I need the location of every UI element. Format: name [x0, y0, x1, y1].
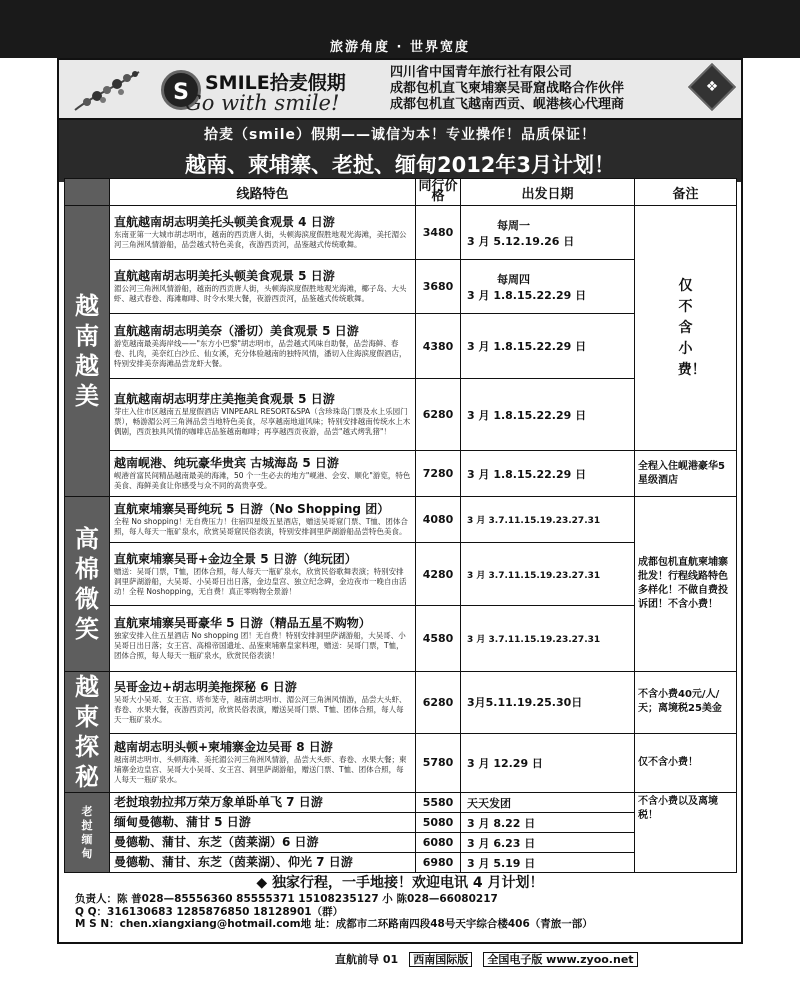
route-price: 4080	[416, 497, 461, 543]
corner-cell	[65, 179, 110, 206]
route-name: 越南岘港、纯玩豪华贵宾 古城海岛 5 日游	[114, 456, 339, 470]
route-price: 7280	[416, 451, 461, 497]
route-name: 曼德勒、蒲甘、东芝（茵莱湖）6 日游	[114, 835, 319, 849]
note-danang: 全程入住岘港豪华5星级酒店	[635, 451, 737, 497]
route-cell	[110, 206, 416, 260]
footer-section: 直航前导 01	[335, 953, 399, 966]
table-header-row	[65, 179, 737, 206]
route-dates: 每周四 3 月 1.8.15.22.29 日	[461, 260, 635, 314]
route-price: 6280	[416, 672, 461, 734]
route-desc: 芽庄入住市区越南五星度假酒店 VINPEARL RESORT&SPA（含珍珠岛门票及水上乐园门票），畅游湄公河三角洲品尝当地特色美食，尽享越南地道风味；特别安排越南传统水上木偶剧，西贡独具风情的咖啡店品鉴越南咖啡；再享越西贡夜游，品尝"越式烤乳猪"！	[114, 407, 411, 436]
route-desc: 越南胡志明市、头顿海滩、美托湄公河三角洲风情游，品尝大头虾、春卷、水果大餐；柬埔寨金边皇宫、吴哥大小吴哥、女王宫、洞里萨湖游船，赠送门票、T恤、团体合照，每人每天一瓶矿泉水。	[114, 755, 407, 785]
footer-website: 全国电子版 www.zyoo.net	[483, 952, 637, 967]
advert-frame	[57, 58, 743, 944]
route-dates: 3 月 1.8.15.22.29 日	[461, 314, 635, 379]
organization-info	[390, 65, 690, 113]
route-name: 越南胡志明头顿+柬埔寨金边吴哥 8 日游	[114, 740, 333, 755]
route-price: 5780	[416, 733, 461, 792]
table-row	[65, 497, 737, 543]
org-line: 成都包机直飞柬埔寨吴哥窟战略合作伙伴	[390, 81, 625, 96]
region-label-cambodia: 高棉微笑	[65, 497, 110, 672]
flower-decoration-icon	[73, 66, 143, 114]
route-name: 直航越南胡志明美奈（潘切）美食观景 5 日游	[114, 323, 359, 338]
top-slogan: 旅游角度 · 世界宽度	[330, 40, 470, 55]
route-cell	[110, 497, 416, 543]
route-dates: 每周一 3 月 5.12.19.26 日	[461, 206, 635, 260]
route-name: 曼德勒、蒲甘、东芝（茵莱湖）、仰光 7 日游	[114, 855, 353, 869]
route-name: 老挝琅勃拉邦万荣万象单卧单飞 7 日游	[114, 795, 323, 809]
route-desc: 湄公河三角洲风情游船，越南的西贡唐人街，头顿海滨度假胜地观光海滩，椰子岛、大头虾、越式春卷、海滩咖啡、时令水果大餐，夜游西贡河，品鉴越式传统歌舞。	[114, 284, 407, 303]
route-dates: 3 月 6.23 日	[461, 833, 635, 853]
route-price: 5580	[416, 793, 461, 813]
table-row	[65, 793, 737, 813]
route-price: 3480	[416, 206, 461, 260]
column-header-price: 同行价格	[416, 179, 461, 206]
table-row	[65, 451, 737, 497]
route-dates: 3 月 5.19 日	[461, 853, 635, 873]
route-cell	[110, 733, 416, 792]
seal-emblem-icon: ❖	[688, 63, 736, 111]
route-price: 6980	[416, 853, 461, 873]
note-combo-2: 仅不含小费！	[635, 733, 737, 792]
route-name: 直航柬埔寨吴哥豪华 5 日游（精品五星不购物）	[114, 616, 371, 630]
footer-edition: 西南国际版	[409, 952, 472, 967]
route-dates: 3 月 3.7.11.15.19.23.27.31	[461, 606, 635, 672]
route-price: 6280	[416, 379, 461, 451]
contact-line: 负责人：陈 普028—85556360 85555371 15108235127 小 陈028—66080217	[75, 893, 498, 905]
column-header-route: 线路特色	[110, 179, 416, 206]
route-cell	[110, 793, 416, 813]
route-cell	[110, 606, 416, 672]
routes-table	[64, 178, 737, 873]
header	[59, 60, 741, 120]
route-dates: 3月5.11.19.25.30日	[461, 672, 635, 734]
route-dates: 3 月 1.8.15.22.29 日	[461, 379, 635, 451]
footer-slogan: ◆ 独家行程，一手地接！欢迎电讯 4 月计划！	[256, 875, 544, 891]
route-price: 5080	[416, 813, 461, 833]
page-footer	[335, 948, 735, 964]
route-desc: 赠送：吴哥门票，T恤，团体合照，每人每天一瓶矿泉水，欣赏民俗歌舞表演；特别安排洞里萨湖游船，大吴哥、小吴哥日出日落，金边皇宫、独立纪念碑，金边夜市一晚自由活动！全程 Noshopping，无自费！真正零购物全景游！	[114, 566, 407, 596]
route-desc: 吴哥大小吴哥、女王宫、塔布茏寺，越南胡志明市、湄公河三角洲风情游，品尝大头虾、春卷、水果大餐，夜游西贡河，欣赏民俗表演，赠送吴哥门票、T恤、团体合照，每人每天一瓶矿泉水。	[114, 694, 407, 724]
route-price: 6080	[416, 833, 461, 853]
route-dates: 3 月 8.22 日	[461, 813, 635, 833]
route-cell	[110, 314, 416, 379]
route-price: 4280	[416, 543, 461, 606]
route-dates: 3 月 12.29 日	[461, 733, 635, 792]
route-name: 直航柬埔寨吴哥纯玩 5 日游（No Shopping 团）	[114, 502, 390, 516]
route-name: 直航越南胡志明美托头顿美食观景 4 日游	[114, 215, 335, 229]
route-desc: 独家安排入住五星酒店 No shopping 团！无自费！特别安排洞里萨湖游船，大吴哥、小吴哥日出日落；女王宫、高棉帝国遗址、品鉴柬埔寨皇家料理，赠送：吴哥门票，T恤，团体合照，每人每天一瓶矿泉水，欣赏民俗表演！	[114, 631, 406, 660]
route-name: 缅甸曼德勒、蒲甘 5 日游	[114, 815, 251, 829]
route-name: 吴哥金边+胡志明美拖探秘 6 日游	[114, 679, 297, 694]
route-dates: 3 月 3.7.11.15.19.23.27.31	[461, 543, 635, 606]
route-cell	[110, 813, 416, 833]
route-price: 4380	[416, 314, 461, 379]
route-name: 直航越南胡志明芽庄美拖美食观景 5 日游	[114, 392, 335, 406]
route-price: 3680	[416, 260, 461, 314]
route-cell	[110, 260, 416, 314]
route-cell	[110, 833, 416, 853]
route-price: 4580	[416, 606, 461, 672]
org-line: 成都包机直飞越南西贡、岘港核心代理商	[390, 97, 625, 112]
note-laos: 不含小费以及离境税！	[635, 793, 737, 873]
region-label-vietnam: 越南越美	[65, 206, 110, 497]
route-desc: 游览越南最美海岸线——"东方小巴黎"胡志明市，品尝越式风味自助餐，品尝海鲜、春卷、扎肉，美奈红白沙丘、仙女溪，充分体验越南的独特风情，潘切入住海滨度假酒店，特别安排美奈海滩品尝龙虾大餐。	[114, 338, 407, 368]
region-label-laos-myanmar: 老挝缅甸	[65, 793, 110, 873]
route-cell	[110, 451, 416, 497]
column-header-notes: 备注	[635, 179, 737, 206]
column-header-dates: 出发日期	[461, 179, 635, 206]
route-dates: 3 月 3.7.11.15.19.23.27.31	[461, 497, 635, 543]
route-cell	[110, 853, 416, 873]
brand-name: SMILE拾麦假期	[205, 72, 346, 94]
route-name: 直航柬埔寨吴哥+金边全景 5 日游（纯玩团）	[114, 551, 357, 566]
quality-slogan: 拾麦（smile）假期——诚信为本！专业操作！品质保证！	[203, 127, 596, 143]
table-row	[65, 672, 737, 734]
route-dates: 天天发团	[461, 793, 635, 813]
region-label-combo: 越柬探秘	[65, 672, 110, 793]
route-desc: 岘港首富民间精品越南最美的海滩，50 个一生必去的地方"岘港、会安、顺化"游览，特色美食、海鲜美食让你感受与众不同的高贵享受。	[114, 471, 411, 490]
route-dates: 3 月 1.8.15.22.29 日	[461, 451, 635, 497]
page-title: 越南、柬埔寨、老挝、缅甸2012年3月计划！	[184, 153, 616, 177]
route-cell	[110, 543, 416, 606]
contact-line: M S N：chen.xiangxiang@hotmail.com地 址：成都市二环路南四段48号天宇综合楼406（青旅一部）	[75, 918, 593, 930]
route-desc: 东南亚第一大城市胡志明市，越南的西贡唐人街，头顿海滨度假胜地观光海滩，美托湄公河三角洲风情游船，品尝越式特色美食，夜游西贡河，品鉴越式传统歌舞。	[114, 230, 407, 249]
contact-info	[75, 893, 735, 931]
route-cell	[110, 672, 416, 734]
org-line: 四川省中国青年旅行社有限公司	[390, 65, 573, 80]
note-no-tip: 仅不含小费！	[635, 206, 737, 451]
note-cambodia: 成都包机直航柬埔寨批发！行程线路特色多样化！不做自费投诉团！不含小费！	[635, 497, 737, 672]
brand-logo-icon: S	[161, 70, 201, 110]
route-cell	[110, 379, 416, 451]
note-combo-1: 不含小费40元/人/天；离境税25美金	[635, 672, 737, 734]
route-desc: 全程 No shopping！无自费压力！住宿四星级五星酒店，赠送吴哥窟门票、T恤、团体合照，每人每天一瓶矿泉水，欣赏吴哥窟民俗表演，特别安排洞里萨湖游船品尝特色美食。	[114, 517, 408, 536]
table-row	[65, 206, 737, 260]
route-name: 直航越南胡志明美托头顿美食观景 5 日游	[114, 269, 335, 283]
table-row	[65, 733, 737, 792]
brand-tagline: Go with smile!	[185, 91, 340, 115]
contact-line: Q Q：316130683 1285876850 18128901（群）	[75, 905, 344, 918]
